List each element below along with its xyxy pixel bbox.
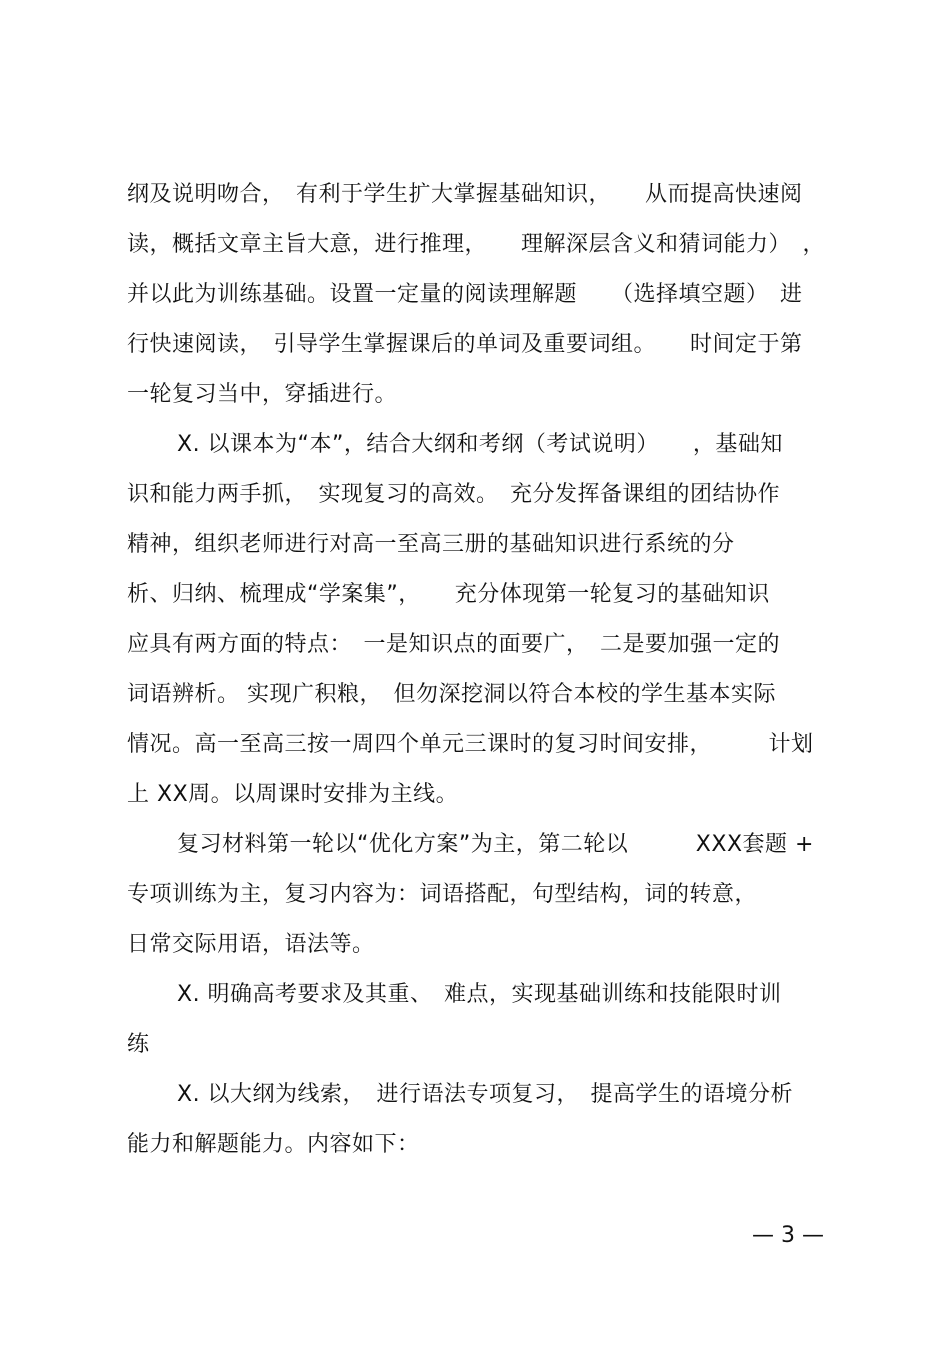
body-line: 词语辨析。 实现广积粮， 但勿深挖洞以符合本校的学生基本实际 (127, 682, 776, 707)
body-line: 练 (127, 1032, 150, 1057)
paragraph-start-line: X. 以大纲为线索， 进行语法专项复习， 提高学生的语境分析 (177, 1082, 794, 1107)
body-line: 读，概括文章主旨大意，进行推理， 理解深层含义和猜词能力） ， (127, 232, 826, 257)
body-line: 析、归纳、梳理成“学案集”， 充分体现第一轮复习的基础知识 (127, 582, 770, 607)
body-line: 专项训练为主，复习内容为：词语搭配，句型结构，词的转意， (127, 882, 758, 907)
body-line: 一轮复习当中，穿插进行。 (127, 382, 398, 407)
paragraph-start-line: X. 明确高考要求及其重、 难点，实现基础训练和技能限时训 (177, 982, 782, 1007)
paragraph-start-line: X. 以课本为“本”，结合大纲和考纲（考试说明） ，基础知 (177, 432, 783, 457)
body-line: 能力和解题能力。内容如下： (127, 1132, 420, 1157)
page-number: — 3 — (752, 1223, 824, 1248)
body-line: 识和能力两手抓， 实现复习的高效。 充分发挥备课组的团结协作 (127, 482, 781, 507)
body-line: 行快速阅读， 引导学生掌握课后的单词及重要词组。 时间定于第 (127, 332, 803, 357)
body-line: 纲及说明吻合， 有利于学生扩大掌握基础知识， 从而提高快速阅 (127, 182, 803, 207)
body-line: 日常交际用语，语法等。 (127, 932, 375, 957)
body-line: 并以此为训练基础。设置一定量的阅读理解题 （选择填空题） 进 (127, 282, 803, 307)
body-line: 应具有两方面的特点： 一是知识点的面要广， 二是要加强一定的 (127, 632, 781, 657)
body-line: 精神，组织老师进行对高一至高三册的基础知识进行系统的分 (127, 532, 735, 557)
body-line: 情况。高一至高三按一周四个单元三课时的复习时间安排， 计划 (127, 732, 814, 757)
paragraph-start-line: 复习材料第一轮以“优化方案”为主，第二轮以 XXX套题 + (177, 832, 814, 857)
body-line: 上 XX周。以周课时安排为主线。 (127, 782, 459, 807)
